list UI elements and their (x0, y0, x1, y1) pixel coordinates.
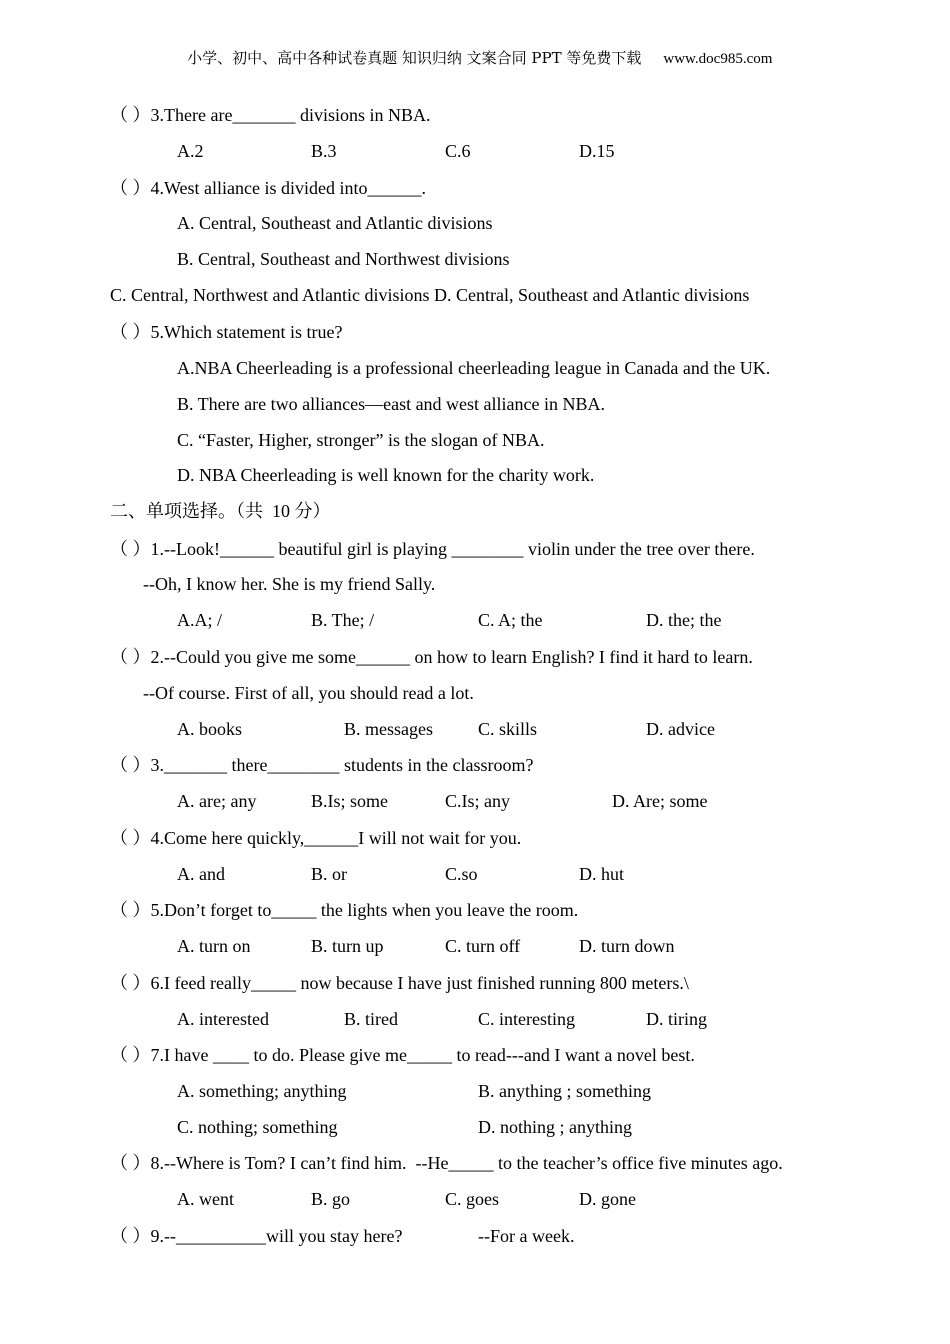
question-stem: （ ）5.Don’t forget to_____ the lights when you leave the room. (110, 900, 579, 920)
option-c: C. “Faster, Higher, stronger” is the slogan of NBA. (177, 430, 545, 450)
question-stem: （ ）8.--Where is Tom? I can’t find him. --He_____ to the teacher’s office five minutes ago. (110, 1153, 783, 1173)
question-stem: （ ）3._______ there________ students in the classroom? (110, 755, 534, 775)
option-a: A.NBA Cheerleading is a professional cheerleading league in Canada and the UK. (177, 358, 771, 378)
option-d: D. gone (579, 1189, 636, 1209)
option-d: D. turn down (579, 936, 675, 956)
option-a: A. something; anything (177, 1081, 347, 1101)
question-stem: （ ）1.--Look!______ beautiful girl is playing ________ violin under the tree over there. (110, 539, 755, 559)
option-a: A.2 (177, 141, 204, 161)
option-row (0, 1188, 950, 1210)
option-a: A. are; any (177, 791, 257, 811)
option-d: D. nothing ; anything (478, 1117, 632, 1137)
option-b: B.3 (311, 141, 337, 161)
option-row (0, 790, 950, 812)
option-b: B. turn up (311, 936, 384, 956)
question-reply: --Of course. First of all, you should read a lot. (143, 683, 474, 703)
option-d: D. the; the (646, 610, 722, 630)
question-stem: （ ）7.I have ____ to do. Please give me_____ to read---and I want a novel best. (110, 1045, 695, 1065)
question-stem: （ ）4.Come here quickly,______I will not wait for you. (110, 828, 522, 848)
option-b: B. Central, Southeast and Northwest divisions (177, 249, 510, 269)
question-reply: --Oh, I know her. She is my friend Sally. (143, 574, 436, 594)
question-row (0, 1225, 950, 1247)
option-b: B. anything ; something (478, 1081, 651, 1101)
option-b: B. The; / (311, 610, 375, 630)
question-stem: （ ）2.--Could you give me some______ on how to learn English? I find it hard to learn. (110, 647, 753, 667)
option-a: A. turn on (177, 936, 251, 956)
question-stem: （ ）5.Which statement is true? (110, 322, 343, 342)
option-a: A. books (177, 719, 243, 739)
section-title: 二、单项选择。（共 10 分） (110, 501, 331, 521)
option-a: A. went (177, 1189, 234, 1209)
option-a: A. and (177, 864, 225, 884)
option-row (0, 140, 950, 162)
option-row (0, 609, 950, 631)
option-row (0, 1116, 950, 1138)
option-b: B. messages (344, 719, 433, 739)
option-b: B.Is; some (311, 791, 389, 811)
option-c: C. skills (478, 719, 538, 739)
option-c: C. nothing; something (177, 1117, 338, 1137)
question-stem: （ ）3.There are_______ divisions in NBA. (110, 105, 431, 125)
question-reply: --For a week. (478, 1226, 575, 1246)
option-c: C.6 (445, 141, 471, 161)
option-d: D. NBA Cheerleading is well known for the charity work. (177, 465, 595, 485)
option-row (0, 1008, 950, 1030)
option-d: D. advice (646, 719, 715, 739)
option-c: C.so (445, 864, 478, 884)
option-c: C.Is; any (445, 791, 510, 811)
option-b: B. or (311, 864, 347, 884)
option-b: B. There are two alliances—east and west alliance in NBA. (177, 394, 606, 414)
question-stem: （ ）4.West alliance is divided into______. (110, 178, 427, 198)
option-d: D. hut (579, 864, 624, 884)
option-b: B. go (311, 1189, 351, 1209)
option-b: B. tired (344, 1009, 398, 1029)
question-stem: （ ）9.--__________will you stay here? (110, 1226, 403, 1246)
question-stem: （ ）6.I feed really_____ now because I have just finished running 800 meters.\ (110, 973, 689, 993)
option-d: D.15 (579, 141, 615, 161)
option-row (0, 863, 950, 885)
option-c: C. interesting (478, 1009, 575, 1029)
option-a: A. interested (177, 1009, 269, 1029)
option-c-d: C. Central, Northwest and Atlantic divisions D. Central, Southeast and Atlantic divisions (110, 285, 750, 305)
option-a: A. Central, Southeast and Atlantic divisions (177, 213, 493, 233)
option-d: D. Are; some (612, 791, 708, 811)
option-c: C. A; the (478, 610, 543, 630)
option-d: D. tiring (646, 1009, 707, 1029)
header-title: 小学、初中、高中各种试卷真题 知识归纳 文案合同 PPT 等免费下载 (187, 49, 642, 67)
option-row (0, 718, 950, 740)
option-row (0, 1080, 950, 1102)
header-url: www.doc985.com (663, 51, 773, 67)
option-c: C. turn off (445, 936, 521, 956)
option-c: C. goes (445, 1189, 499, 1209)
option-row (0, 935, 950, 957)
page-header (0, 28, 950, 69)
option-a: A.A; / (177, 610, 222, 630)
